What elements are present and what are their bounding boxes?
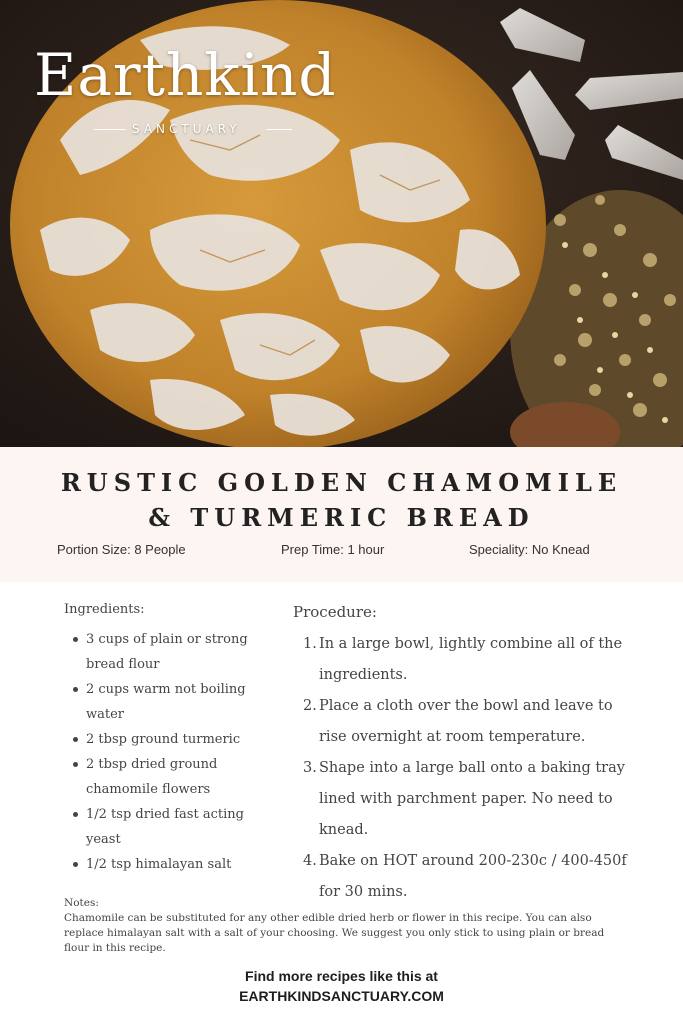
procedure-step — [293, 753, 633, 846]
ingredient-text: 1/2 tsp himalayan salt — [86, 857, 232, 872]
bullet-icon — [73, 637, 78, 642]
ingredient-text: 2 tbsp dried ground chamomile flowers — [86, 757, 218, 797]
brand-name: Earthkind — [34, 41, 337, 109]
step-number: 1. — [303, 636, 317, 652]
recipe-title-line1: RUSTIC GOLDEN CHAMOMILE — [60, 468, 623, 497]
step-text: Shape into a large ball onto a baking tray lined with parchment paper. No need to knead. — [319, 760, 625, 838]
step-number: 3. — [303, 760, 317, 776]
ingredient-item — [64, 852, 274, 877]
ingredient-text: 2 tbsp ground turmeric — [86, 732, 241, 747]
footer-cta — [0, 966, 683, 1006]
step-text: Bake on HOT around 200-230c / 400-450f for 30 mins. — [319, 853, 627, 900]
brand-logo — [34, 40, 337, 145]
step-number: 2. — [303, 698, 317, 714]
ingredient-text: 3 cups of plain or strong bread flour — [86, 632, 248, 672]
ingredients-section — [64, 601, 274, 877]
bullet-icon — [73, 862, 78, 867]
logo-rule-left — [94, 129, 126, 130]
recipe-title — [0, 465, 683, 535]
logo-rule-right — [266, 129, 292, 130]
ingredient-item — [64, 627, 274, 677]
ingredient-item — [64, 752, 274, 802]
recipe-title-line2: & TURMERIC BREAD — [148, 503, 535, 532]
procedure-heading: Procedure: — [293, 603, 377, 621]
prep-time: Prep Time: 1 hour — [281, 542, 385, 557]
procedure-list — [293, 629, 633, 908]
notes-heading: Notes: — [64, 897, 99, 909]
cta-line: Find more recipes like this at — [245, 968, 438, 984]
procedure-step — [293, 691, 633, 753]
brand-tagline: SANCTUARY — [132, 122, 241, 136]
ingredient-text: 2 cups warm not boiling water — [86, 682, 246, 722]
step-number: 4. — [303, 853, 317, 869]
notes-text: Chamomile can be substituted for any other edible dried herb or flower in this recipe. You can also replace himalayan salt with a salt of your choosing. We suggest you only stick to using plain or bread flour in this recipe. — [64, 912, 605, 954]
speciality: Speciality: No Knead — [469, 542, 590, 557]
ingredients-heading: Ingredients: — [64, 602, 145, 617]
step-text: Place a cloth over the bowl and leave to rise overnight at room temperature. — [319, 698, 613, 745]
website-link[interactable]: EARTHKINDSANCTUARY.COM — [239, 988, 444, 1004]
hero-photo — [0, 0, 683, 447]
procedure-step — [293, 629, 633, 691]
ingredients-list — [64, 627, 274, 877]
title-band — [0, 447, 683, 582]
ingredient-item — [64, 677, 274, 727]
notes-section — [64, 896, 624, 956]
bullet-icon — [73, 687, 78, 692]
ingredient-item — [64, 727, 274, 752]
bullet-icon — [73, 737, 78, 742]
procedure-section — [293, 601, 633, 908]
ingredient-item — [64, 802, 274, 852]
step-text: In a large bowl, lightly combine all of the ingredients. — [319, 636, 623, 683]
ingredient-text: 1/2 tsp dried fast acting yeast — [86, 807, 244, 847]
portion-size: Portion Size: 8 People — [57, 542, 186, 557]
bullet-icon — [73, 762, 78, 767]
bullet-icon — [73, 812, 78, 817]
